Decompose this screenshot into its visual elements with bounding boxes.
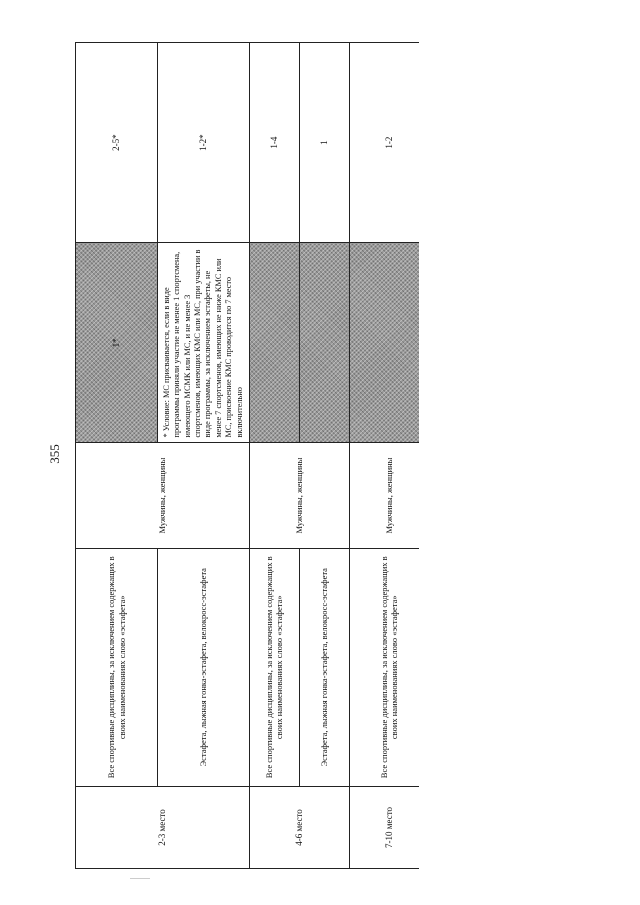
kms-cell: 1-2 [349,43,419,243]
kms-cell: 1 [299,43,349,243]
table-row [76,43,158,869]
discipline-cell: Все спортивные дисциплины, за исключением содержащих в своих наименованиях слово «эстафета» [349,548,419,786]
ms-cell [249,243,299,443]
rotated-table [75,42,419,869]
page-number: 355 [46,444,62,464]
gender-cell: Мужчины, женщины [76,443,250,548]
discipline-cell: Все спортивные дисциплины, за исключением содержащих в своих наименованиях слово «эстафета» [249,548,299,786]
ms-cell [349,243,419,443]
condition-note: * Условие: МС присваивается, если в виде программы приняли участие не менее 1 спортсмена, имеющего МСМК или МС, и не менее 3 спортсменов, имеющих КМС или МС, при участии в виде программы, за исключением эстафеты, не менее 7 спортсменов, имеющих не ниже КМС или МС, присвоение КМС проводится по 7 место включительно [158,243,250,443]
ms-cell [299,243,349,443]
discipline-cell: Все спортивные дисциплины, за исключением содержащих в своих наименованиях слово «эстафета» [76,548,158,786]
table-row [249,43,299,869]
gender-cell: Мужчины, женщины [249,443,349,548]
kms-cell: 2-5* [76,43,158,243]
table-container [75,42,419,869]
kms-cell: 1-4 [249,43,299,243]
ms-cell: 1* [76,243,158,443]
discipline-cell: Эстафета, лыжная гонка-эстафета, велокросс-эстафета [158,548,250,786]
gender-cell: Мужчины, женщины [349,443,419,548]
place-cell: 2-3 место [76,786,250,868]
ranking-table [75,42,419,869]
table-row [349,43,419,869]
place-cell: 7-10 место [349,786,419,868]
scan-mark [130,878,150,879]
discipline-cell: Эстафета, лыжная гонка-эстафета, велокросс-эстафета [299,548,349,786]
kms-cell: 1-2* [158,43,250,243]
place-cell: 4-6 место [249,786,349,868]
